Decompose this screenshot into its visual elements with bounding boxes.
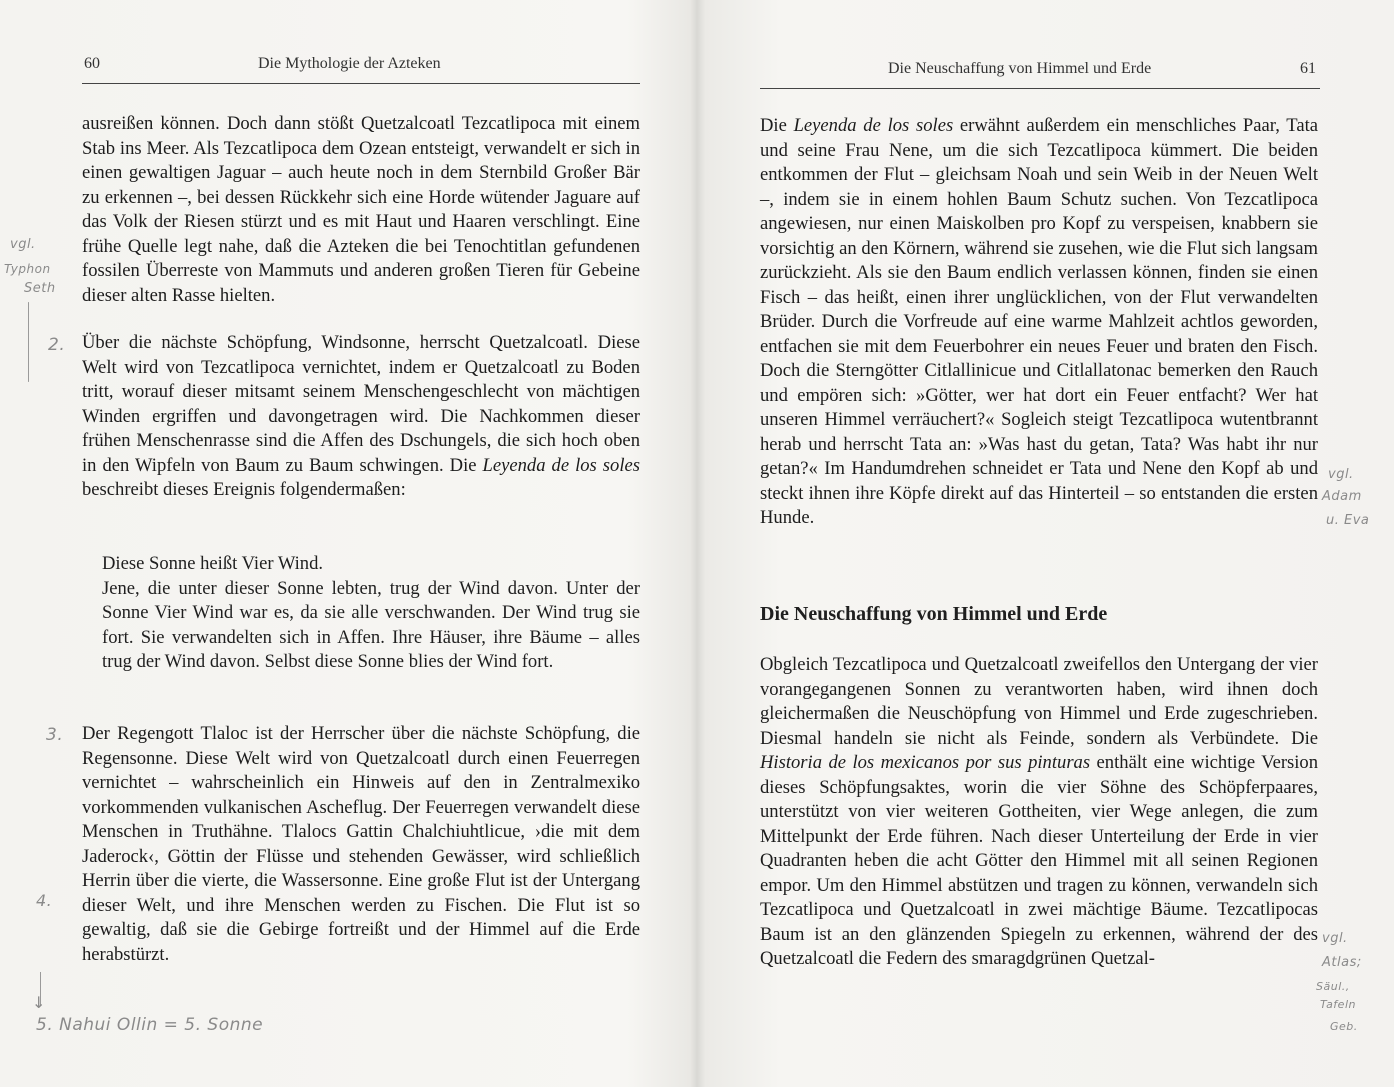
running-head: Die Mythologie der Azteken — [258, 55, 441, 72]
margin-note: u. Eva — [1326, 513, 1370, 528]
paragraph-text: Über die nächste Schöpfung, Windsonne, herrscht Quetzalcoatl. Diese Welt wird von Tezcatlipoca vernichtet, indem er Quetzalcoatl zu Boden tritt, worauf dieser mitsamt seinem Menschengeschlecht von mächtigen Winden ergriffen und davongetragen wird. Die Nachkommen dieser frühen Menschenrasse sind die Affen des Dschungels, die sich hoch oben in den Wipfeln von Baum zu Baum schwingen. Die — [82, 332, 640, 476]
margin-note: Atlas; — [1322, 955, 1362, 970]
quote-line: Diese Sonne heißt Vier Wind. — [102, 553, 324, 574]
paragraph: ausreißen können. Doch dann stößt Quetzalcoatl Tezcatlipoca mit einem Stab ins Meer. Als Tezcatlipoca dem Ozean entsteigt, verwandelt er sich in einen gewaltigen Jaguar – auch heute noch in dem Sternbild Großer Bär zu erkennen –, bei dessen Rückkehr sich eine Horde wütender Jaguare auf das Volk der Riesen stürzt und es mit Haut und Haaren verschlingt. Eine frühe Quelle legt nahe, daß die Azteken die bei Tenochtitlan gefundenen fossilen Überreste von Mammuts und anderen großen Tieren für Gebeine dieser alten Rasse hielten. — [82, 113, 640, 306]
paragraph-text: enthält eine wichtige Version dieses Schöpfungsaktes, worin die vier Söhne des Schöpferpaares, unterstützt von vier weiteren Gottheiten, vier Wege anlegen, die zum Mittelpunkt der Erde führen. Nach dieser Unterteilung der Erde in vier Quadranten heben die acht Götter den Himmel mit all seinen Regionen empor. Um den Himmel abstützen und tragen zu können, verwandeln sich Tezcatlipoca und Quetzalcoatl in zwei mächtige Bäume. Tezcatlipocas Baum ist an den glänzenden Spiegeln zu erkennen, während der des Quetzalcoatl die Federn des smaragdgrünen Quetzal- — [760, 752, 1319, 969]
bottom-handwritten-note: 5. Nahui Ollin = 5. Sonne — [36, 1015, 264, 1035]
italic-title: Leyenda de los soles — [793, 115, 954, 136]
paragraph-text: erwähnt außerdem ein menschliches Paar, Tata und seine Frau Nene, um die sich Tezcatlipoca kümmert. Die beiden entkommen der Flut – gleichsam Noah und sein Weib in der Neuen Welt –, indem sie in einem hohlen Baum Schutz suchen. Von Tezcatlipoca angewiesen, nur einen Maiskolben pro Kopf zu verspeisen, knabbern sie vorsichtig an den Körnern, während sie zusehen, wie die Flut sich langsam zurückzieht. Als sie den Baum endlich verlassen können, finden sie einen Fisch – das heißt, einen ihrer unglücklichen, von der Flut verwandelten Brüder. Durch die Vorfreude auf eine warme Mahlzeit achtlos geworden, entfachen sie mit dem Feuerbohrer ein neues Feuer und braten den Fisch. Doch die Sterngötter Citlallinicue und Citlallatonac bemerken den Rauch und empören sich: »Götter, wer hat dort ein Feuer entfacht? Wer hat unseren Himmel verräuchert?« Sogleich steigt Tezcatlipoca wutentbrannt herab und herrscht Tata an: »Was hast du getan, Tata? Was habt ihr nur getan?« Im Handumdrehen schneidet er Tata und Nene den Kopf ab und steckt ihnen ihre Köpfe direkt auf das Hinterteil – so entstanden die ersten Hunde. — [760, 115, 1318, 528]
header-rule — [760, 88, 1320, 89]
margin-note: vgl. — [10, 237, 36, 252]
paragraph: Der Regengott Tlaloc ist der Herrscher über die nächste Schöpfung, die Regensonne. Diese Welt wird von Quetzalcoatl durch einen Feuerregen vernichtet – wahrscheinlich ein Hinweis auf den in Zentralmexiko vorkommenden vulkanischen Ascheflug. Der Feuerregen verwandelt diese Menschen in Truthähne. Tlalocs Gattin Chalchiuhtlicue, ›die mit dem Jaderock‹, Göttin der Flüsse und stehenden Gewässer, wird schließlich Herrin über die vierte, die Wassersonne. Eine große Flut ist der Untergang dieser Welt, und ihre Menschen werden zu Fischen. Die Flut ist so gewaltig, daß sie die Gebirge fortreißt und der Himmel auf die Erde herabstürzt. — [82, 723, 640, 965]
block-quote — [102, 552, 640, 675]
paragraph-text: Obgleich Tezcatlipoca und Quetzalcoatl zweifellos den Untergang der vier vorangegangenen Sonnen zu verantworten haben, wird ihnen doch gleichermaßen die Neuschöpfung von Himmel und Erde zugeschrieben. Diesmal handeln sie nicht als Feinde, sondern als Verbündete. Die — [760, 654, 1318, 749]
right-page — [700, 0, 1394, 1087]
margin-note: Säul., — [1316, 980, 1350, 993]
header-rule — [82, 83, 640, 84]
paragraph — [760, 653, 1318, 972]
arrow-mark: ↓ — [32, 993, 46, 1012]
paragraph-text: Die — [760, 115, 794, 136]
margin-note: Geb. — [1330, 1020, 1358, 1033]
page-number: 60 — [84, 55, 100, 72]
italic-title: Historia de los mexicanos por sus pinturas — [760, 752, 1091, 773]
quote-line: Jene, die unter dieser Sonne lebten, trug der Wind davon. Unter der Sonne Vier Wind war es, da sie alle verschwanden. Der Wind trug sie fort. Sie verwandelten sich in Affen. Ihre Häuser, ihre Bäume – alles trug der Wind davon. Selbst diese Sonne blies der Wind fort. — [102, 577, 640, 672]
margin-number: 3. — [46, 725, 64, 745]
paragraph — [760, 114, 1318, 531]
italic-title: Leyenda de los soles — [482, 454, 640, 476]
margin-note: vgl. — [1322, 931, 1348, 946]
margin-note: Seth — [24, 281, 56, 296]
pencil-bracket — [28, 302, 29, 382]
margin-note: Typhon — [4, 262, 51, 276]
margin-note: Tafeln — [1320, 998, 1356, 1011]
margin-number: 4. — [36, 891, 53, 910]
margin-note: Adam — [1322, 489, 1362, 504]
margin-number: 2. — [48, 335, 66, 355]
paragraph — [82, 331, 640, 503]
section-heading: Die Neuschaffung von Himmel und Erde — [760, 603, 1108, 625]
running-head: Die Neuschaffung von Himmel und Erde — [888, 60, 1152, 77]
left-page — [0, 0, 694, 1087]
page-number: 61 — [1300, 60, 1316, 77]
paragraph-text: beschreibt dieses Ereignis folgendermaßen: — [82, 479, 406, 500]
margin-note: vgl. — [1328, 467, 1354, 482]
